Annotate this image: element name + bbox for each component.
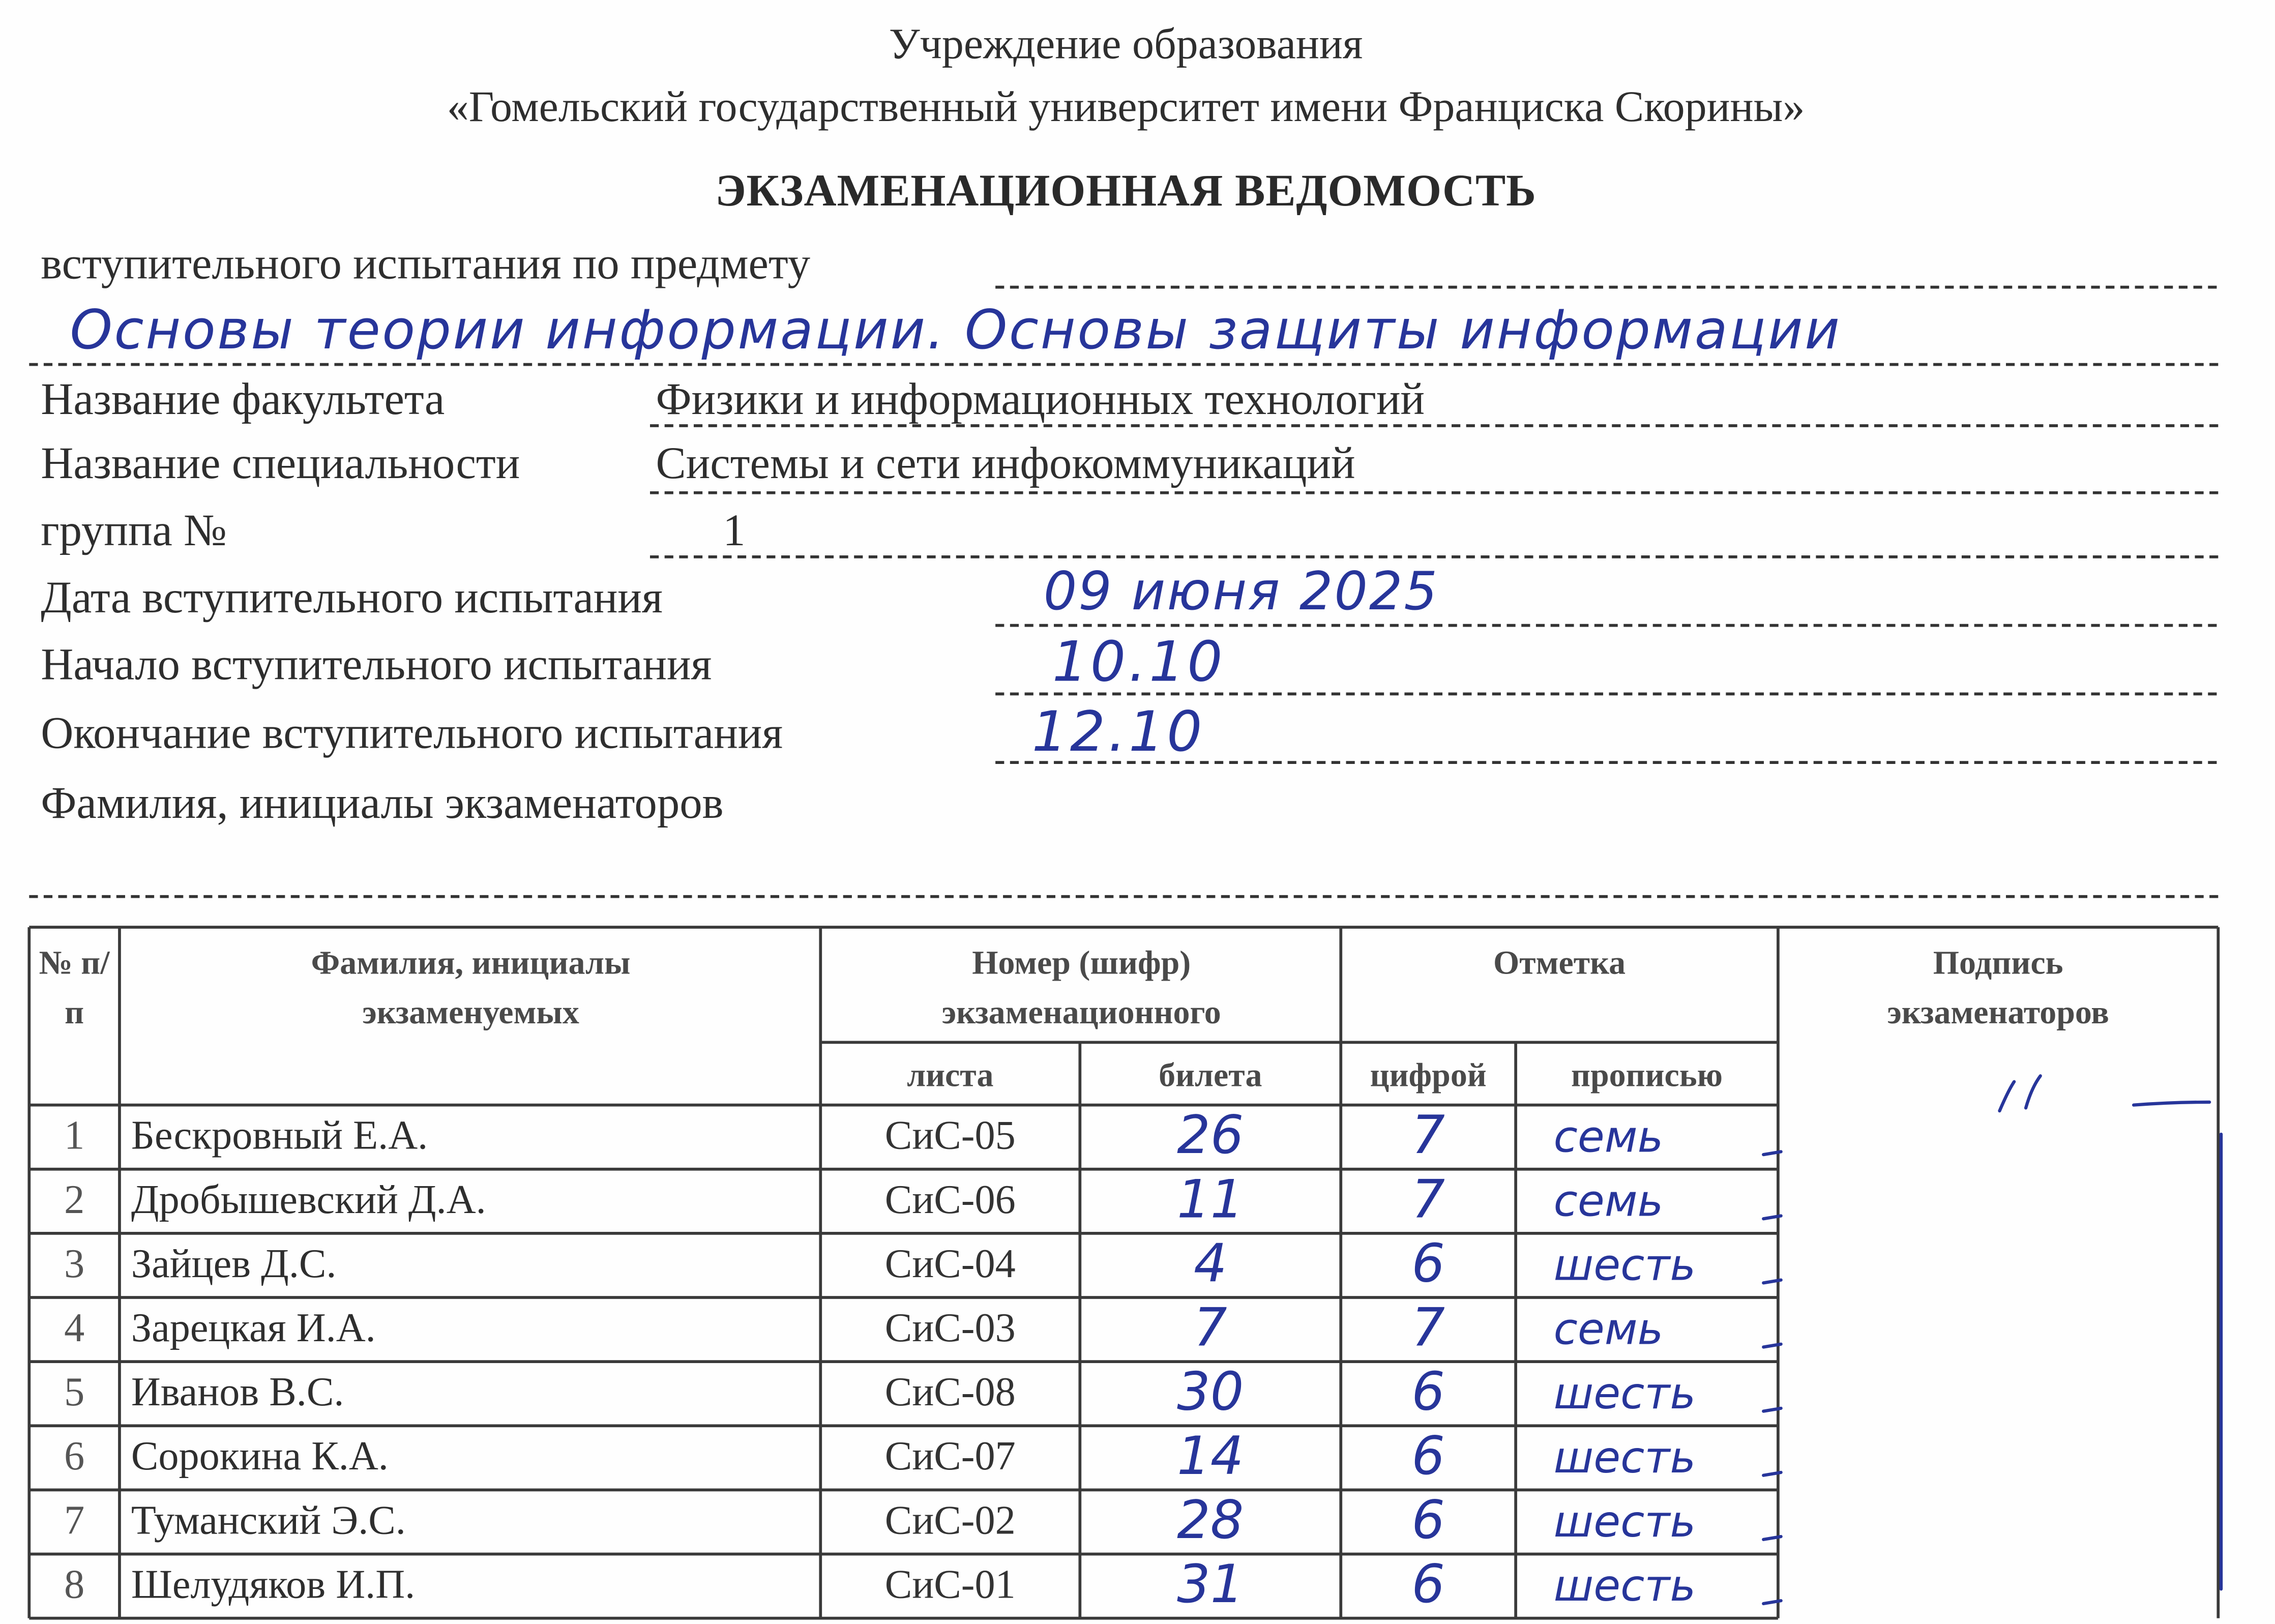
row-grade-words: шесть [1553, 1433, 1696, 1484]
row-grade-digit: 6 [1411, 1492, 1445, 1552]
row-number: 5 [64, 1370, 85, 1416]
row-ticket: 7 [1193, 1299, 1227, 1360]
row-sheet: СиС-08 [884, 1370, 1016, 1416]
row-name: Сорокина К.А. [131, 1434, 389, 1480]
row-grade-words: шесть [1553, 1241, 1696, 1292]
row-number: 8 [64, 1563, 85, 1609]
signature-stroke [2134, 1102, 2209, 1105]
row-sheet: СиС-06 [884, 1178, 1016, 1224]
row-number: 6 [64, 1434, 85, 1480]
row-name: Дробышевский Д.А. [131, 1178, 486, 1224]
row-grade-digit: 7 [1411, 1171, 1445, 1231]
group-label: группа № [41, 504, 227, 556]
institution-line1: Учреждение образования [889, 20, 1363, 69]
row-grade-words: семь [1553, 1176, 1664, 1228]
row-name: Зарецкая И.А. [131, 1306, 376, 1352]
examiners-label: Фамилия, инициалы экзаменаторов [41, 777, 724, 829]
signature-stroke [2026, 1076, 2041, 1108]
signature-stroke [1763, 1537, 1781, 1540]
header-name: Фамилия, инициалы экзаменуемых [311, 944, 631, 1031]
signature-stroke [1763, 1280, 1781, 1283]
row-ticket: 28 [1177, 1492, 1244, 1552]
row-grade-digit: 7 [1411, 1299, 1445, 1360]
header-ticket: билета [1159, 1057, 1262, 1094]
row-ticket: 11 [1177, 1171, 1244, 1231]
header-sheet: листа [907, 1057, 994, 1094]
group-value: 1 [723, 504, 746, 556]
specialty-label: Название специальности [41, 437, 520, 489]
header-number: № п/п [39, 944, 110, 1031]
specialty-value: Системы и сети инфокоммуникаций [656, 437, 1355, 489]
row-grade-digit: 6 [1411, 1556, 1445, 1616]
row-name: Бескровный Е.А. [131, 1114, 428, 1160]
end-label: Окончание вступительного испытания [41, 707, 783, 758]
row-grade-digit: 6 [1411, 1364, 1445, 1424]
end-value: 12.10 [1031, 699, 1205, 764]
row-name: Зайцев Д.С. [131, 1242, 337, 1288]
row-ticket: 26 [1177, 1107, 1244, 1167]
signature-stroke [1763, 1216, 1781, 1219]
row-ticket: 31 [1177, 1556, 1244, 1616]
row-number: 2 [64, 1178, 85, 1224]
row-name: Иванов В.С. [131, 1370, 344, 1416]
start-value: 10.10 [1052, 630, 1226, 694]
header-grade-words: прописью [1571, 1057, 1723, 1094]
row-grade-words: шесть [1553, 1369, 1696, 1420]
row-sheet: СиС-04 [884, 1242, 1016, 1288]
row-number: 4 [64, 1306, 85, 1352]
row-grade-words: шесть [1553, 1561, 1696, 1613]
document-title: ЭКЗАМЕНАЦИОННАЯ ВЕДОМОСТЬ [715, 164, 1537, 216]
row-grade-digit: 6 [1411, 1428, 1445, 1488]
institution-line2: «Гомельский государственный университет имени Франциска Скорины» [447, 83, 1805, 131]
row-name: Шелудяков И.П. [131, 1563, 416, 1609]
row-number: 7 [64, 1499, 85, 1544]
row-sheet: СиС-05 [884, 1114, 1016, 1160]
faculty-value: Физики и информационных технологий [656, 373, 1425, 425]
row-grade-words: семь [1553, 1112, 1664, 1164]
row-sheet: СиС-07 [884, 1434, 1016, 1480]
row-grade-digit: 7 [1411, 1107, 1445, 1167]
row-ticket: 14 [1177, 1428, 1244, 1488]
subject-value: Основы теории информации. Основы защиты информации [70, 299, 1842, 362]
row-sheet: СиС-02 [884, 1499, 1016, 1544]
header-grade: Отметка [1493, 944, 1626, 982]
signature-stroke [1763, 1472, 1781, 1475]
header-grade-digit: цифрой [1370, 1057, 1487, 1094]
row-grade-words: семь [1553, 1305, 1664, 1356]
signature-stroke [1999, 1082, 2014, 1111]
start-label: Начало вступительного испытания [41, 638, 712, 690]
row-sheet: СиС-03 [884, 1306, 1016, 1352]
header-exam-number: Номер (шифр) экзаменационного [941, 944, 1221, 1031]
subject-label: вступительного испытания по предмету [41, 238, 811, 289]
row-grade-digit: 6 [1411, 1235, 1445, 1295]
faculty-label: Название факультета [41, 373, 445, 425]
row-name: Туманский Э.С. [131, 1499, 406, 1544]
row-number: 3 [64, 1242, 85, 1288]
signature-stroke [1763, 1151, 1781, 1155]
date-label: Дата вступительного испытания [41, 571, 663, 623]
row-ticket: 4 [1193, 1235, 1227, 1295]
date-value: 09 июня 2025 [1043, 563, 1439, 623]
header-signature: Подпись экзаменаторов [1887, 944, 2109, 1031]
row-ticket: 30 [1177, 1364, 1244, 1424]
signature-stroke [1763, 1408, 1781, 1411]
signature-stroke [1763, 1344, 1781, 1347]
row-sheet: СиС-01 [884, 1563, 1016, 1609]
signature-stroke [1763, 1601, 1781, 1604]
row-number: 1 [64, 1114, 85, 1160]
row-grade-words: шесть [1553, 1497, 1696, 1549]
